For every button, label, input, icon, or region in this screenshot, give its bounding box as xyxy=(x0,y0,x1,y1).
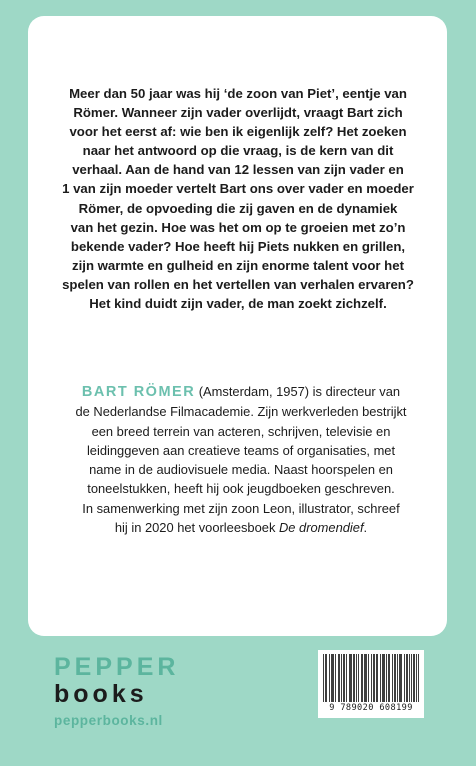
author-bio xyxy=(62,382,420,537)
barcode-bar xyxy=(380,654,381,702)
barcode-bar xyxy=(388,654,389,702)
blurb-text xyxy=(62,84,414,313)
barcode-bar xyxy=(389,654,390,702)
bio-line: leidinggeven aan creatieve teams of organisaties, met xyxy=(86,442,396,458)
blurb-line: verhaal. Aan de hand van 12 lessen van zijn vader en xyxy=(72,162,404,178)
barcode-bar xyxy=(409,654,410,702)
barcode-bar xyxy=(353,654,354,702)
barcode-bar xyxy=(406,654,407,702)
bio-line: (Amsterdam, 1957) is directeur van xyxy=(195,384,401,399)
book-title: De dromendief xyxy=(278,520,364,536)
blurb-line: bekende vader? Hoe heeft hij Piets nukken en grillen, xyxy=(70,238,406,254)
barcode-bar xyxy=(418,654,419,702)
barcode-bar xyxy=(346,654,347,702)
isbn-barcode xyxy=(318,650,424,718)
blurb-line: Römer. Wanneer zijn vader overlijdt, vraagt Bart zich xyxy=(73,105,403,121)
barcode-bar xyxy=(382,654,383,702)
barcode-bar xyxy=(373,654,374,702)
publisher-logo xyxy=(54,654,179,728)
blurb-line: naar het antwoord op die vraag, is de kern van dit xyxy=(82,143,394,159)
barcode-bar xyxy=(361,654,362,702)
barcode-bar xyxy=(368,654,369,702)
barcode-bar xyxy=(411,654,412,702)
barcode-bar xyxy=(325,654,326,702)
barcode-bar xyxy=(344,654,345,702)
barcode-bar xyxy=(331,654,332,702)
barcode-bar xyxy=(349,654,350,702)
barcode-bar xyxy=(397,654,398,702)
blurb-line: van het gezin. Hoe was het om op te groeien met zo’n xyxy=(70,219,406,235)
barcode-bar xyxy=(392,654,393,702)
barcode-bar xyxy=(407,654,408,702)
barcode-bar xyxy=(326,654,327,702)
barcode-bar xyxy=(356,654,357,702)
barcode-bar xyxy=(384,654,385,702)
blurb-line: Meer dan 50 jaar was hij ‘de zoon van Piet’, eentje van xyxy=(69,86,407,101)
barcode-bar xyxy=(351,654,352,702)
barcode-bar xyxy=(338,654,339,702)
barcode-bar xyxy=(339,654,340,702)
blurb-line: Het kind duidt zijn vader, de man zoekt zichzelf. xyxy=(89,296,387,312)
barcode-bar xyxy=(333,654,334,702)
blurb-line: Römer, de opvoeding die zij gaven en de dynamiek xyxy=(78,200,398,216)
barcode-bar xyxy=(399,654,400,702)
barcode-bar xyxy=(371,654,372,702)
barcode-bar xyxy=(354,654,355,702)
barcode-bar xyxy=(414,654,415,702)
logo-pepper: PEPPER xyxy=(54,653,180,681)
blurb-line: voor het eerst af: wie ben ik eigenlijk zelf? Het zoeken xyxy=(69,124,407,140)
barcode-bar xyxy=(329,654,330,702)
author-name: BART RÖMER xyxy=(81,384,196,400)
barcode-bar xyxy=(386,654,387,702)
barcode-bar xyxy=(376,654,377,702)
barcode-bar xyxy=(400,654,401,702)
blurb-line: 1 van zijn moeder vertelt Bart ons over vader en moeder xyxy=(62,181,414,197)
barcode-bar xyxy=(383,654,384,702)
barcode-bar xyxy=(362,654,363,702)
bio-line: name in de audiovisuele media. Naast hoorspelen en xyxy=(89,462,393,478)
barcode-bar xyxy=(377,654,378,702)
barcode-bar xyxy=(364,654,365,702)
barcode-bars xyxy=(323,654,419,702)
barcode-bar xyxy=(341,654,342,702)
barcode-bar xyxy=(404,654,405,702)
bio-line: toneelstukken, heeft hij ook jeugdboeken geschreven. xyxy=(87,481,395,497)
barcode-bar xyxy=(401,654,402,702)
barcode-bar xyxy=(358,654,359,702)
barcode-bar xyxy=(374,654,375,702)
isbn-number: 9 789020 608199 xyxy=(329,703,413,713)
barcode-bar xyxy=(332,654,333,702)
barcode-bar xyxy=(343,654,344,702)
barcode-bar xyxy=(413,654,414,702)
bio-line: een breed terrein van acteren, schrijven, televisie en xyxy=(91,423,391,439)
publisher-url: pepperbooks.nl xyxy=(54,713,163,728)
barcode-bar xyxy=(335,654,336,702)
barcode-bar xyxy=(394,654,395,702)
bio-line: hij in 2020 het voorleesboek xyxy=(114,520,279,536)
bio-line: de Nederlandse Filmacademie. Zijn werkverleden bestrijkt xyxy=(75,404,407,420)
barcode-bar xyxy=(365,654,366,702)
blurb-line: spelen van rollen en het vertellen van verhalen ervaren? xyxy=(62,276,414,292)
barcode-bar xyxy=(350,654,351,702)
barcode-bar xyxy=(395,654,396,702)
barcode-bar xyxy=(366,654,367,702)
bio-line: . xyxy=(363,520,368,536)
bio-line: In samenwerking met zijn zoon Leon, illustrator, schreef xyxy=(82,500,400,516)
barcode-bar xyxy=(416,654,417,702)
logo-books: books xyxy=(54,680,148,708)
blurb-line: zijn warmte en gulheid en zijn enorme talent voor het xyxy=(72,257,404,273)
barcode-bar xyxy=(323,654,324,702)
